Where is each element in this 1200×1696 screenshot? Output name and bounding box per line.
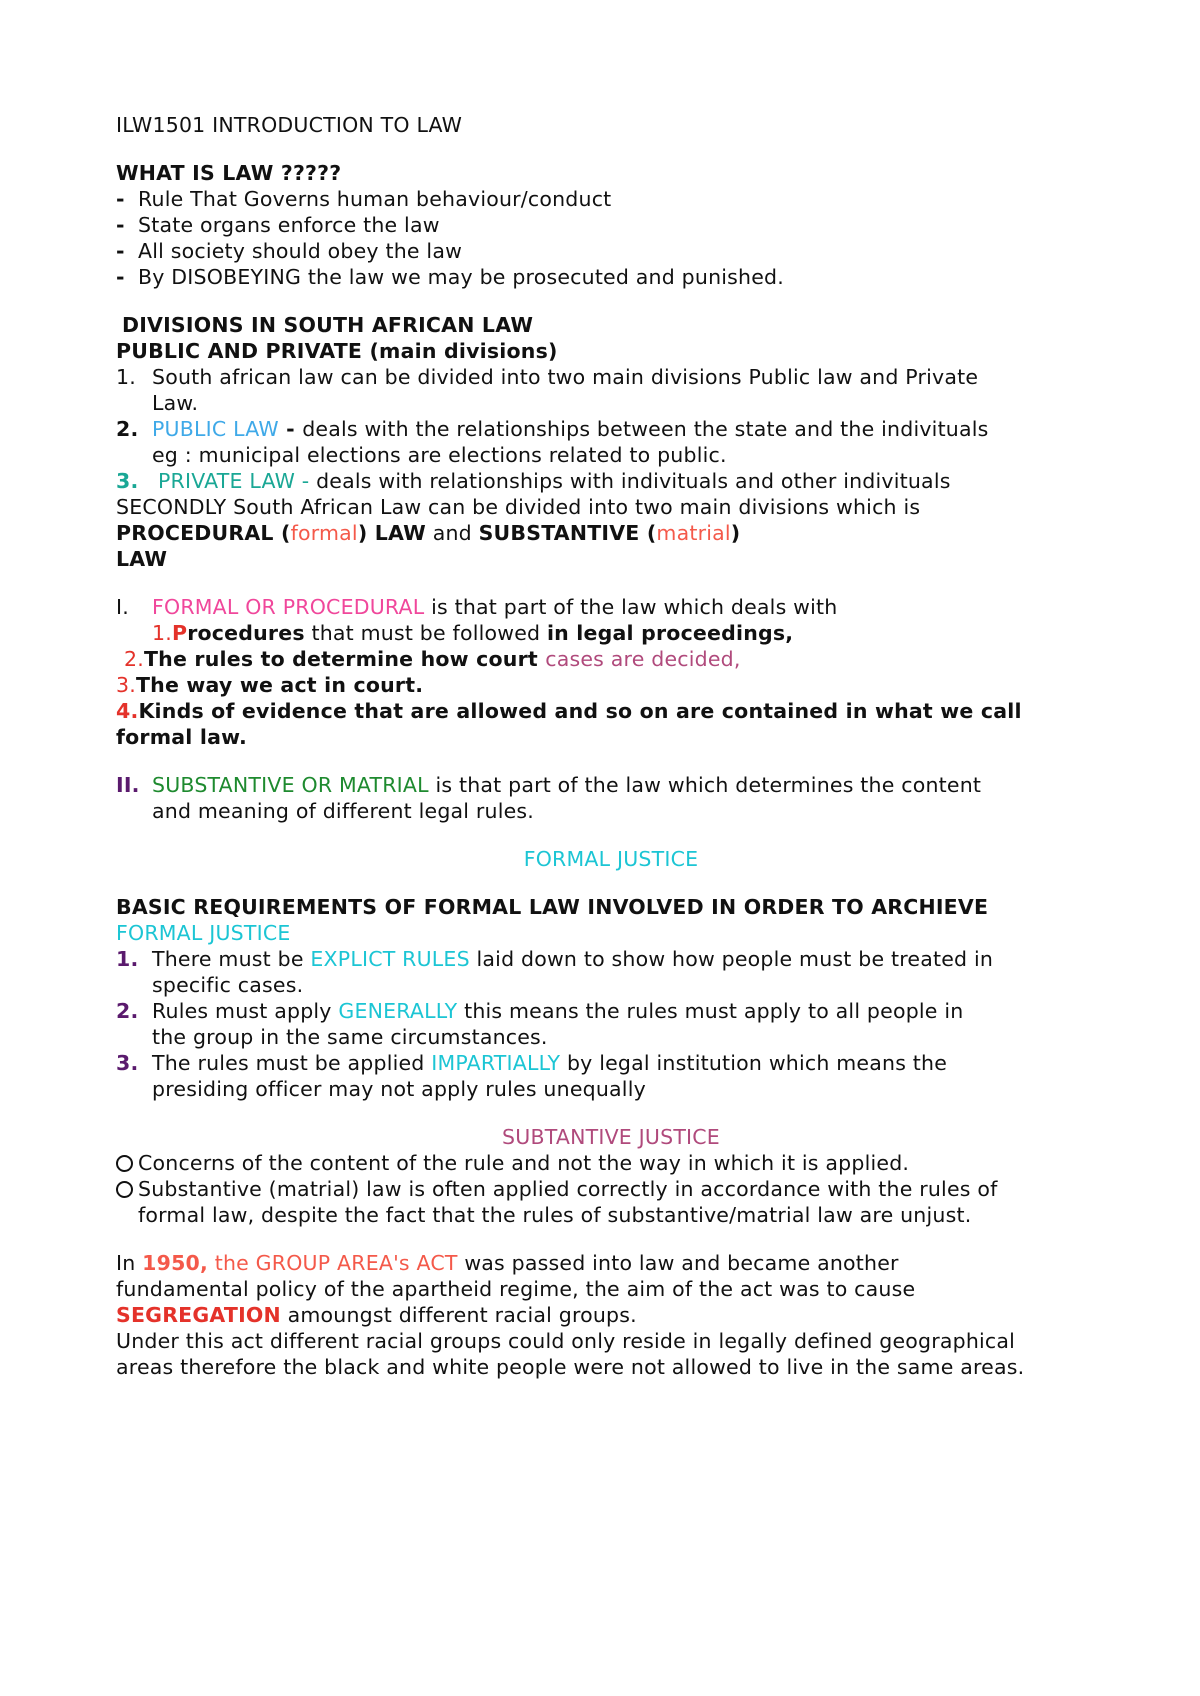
year-text: 1950, (142, 1251, 208, 1275)
circle-bullet-icon (116, 1176, 133, 1202)
point-capital: K (138, 699, 155, 723)
paragraph-line: areas therefore the black and white people were not allowed to live in the same areas. (116, 1355, 1025, 1379)
spacer (116, 572, 1106, 594)
list-item-text: State organs enforce the law (138, 213, 440, 237)
matrial-word: matrial (656, 521, 731, 545)
spacer (116, 750, 1106, 772)
list-item-continuation: eg : municipal elections are elections related to public. (152, 443, 727, 467)
roman-numeral: II. (116, 773, 140, 797)
text-span: In (116, 1251, 143, 1275)
text-span: that must be followed (304, 621, 547, 645)
procedure-point (116, 698, 1106, 724)
spacer (116, 1228, 1106, 1250)
list-item (116, 212, 1106, 238)
dash-bullet: - (116, 265, 125, 289)
item-number: 3. (116, 1051, 139, 1075)
requirements-heading-term: FORMAL JUSTICE (116, 921, 291, 945)
point-number: 3. (116, 673, 136, 697)
list-item-text: All society should obey the law (138, 239, 463, 263)
act-name-text: the GROUP AREA's ACT (208, 1251, 458, 1275)
roman-item-text: is that part of the law which determines the content (428, 773, 982, 797)
text-span: by legal institution which means the (560, 1051, 948, 1075)
secondly-paragraph: SECONDLY South African Law can be divided into two main divisions which is (116, 495, 921, 519)
roman-numeral: I. (116, 595, 129, 619)
explicit-rules-term: EXPLICT RULES (310, 947, 470, 971)
group-areas-paragraph (116, 1250, 1106, 1276)
text-span: The rules must be applied (152, 1051, 432, 1075)
formal-justice-title: FORMAL JUSTICE (523, 847, 699, 871)
substantive-justice-title: SUBTANTIVE JUSTICE (502, 1125, 720, 1149)
list-item (116, 998, 1106, 1024)
procedure-point (116, 672, 1106, 698)
list-item (116, 1050, 1106, 1076)
text-span: ) (730, 521, 741, 545)
list-item-text: deals with relationships with indivituals and other indivituals (309, 469, 951, 493)
list-item (116, 264, 1106, 290)
procedure-point (116, 620, 1106, 646)
list-item-text: Substantive (matrial) law is often applied correctly in accordance with the rules of (138, 1177, 998, 1201)
point-capital: T (143, 647, 159, 671)
point-number: 1. (152, 621, 172, 645)
spacer (116, 138, 1106, 160)
text-span: There must be (152, 947, 311, 971)
list-item-text: deals with the relationships between the state and the indivituals (302, 417, 989, 441)
requirements-heading: BASIC REQUIREMENTS OF FORMAL LAW INVOLVED IN ORDER TO ARCHIEVE (116, 895, 989, 919)
circle-bullet-icon (116, 1150, 133, 1176)
list-item (116, 468, 1106, 494)
point-number: 2. (124, 647, 144, 671)
list-item (116, 416, 1106, 442)
item-number: 3. (116, 469, 139, 493)
list-item-text: By DISOBEYING the law we may be prosecuted and punished. (138, 265, 784, 289)
course-title: ILW1501 INTRODUCTION TO LAW (116, 113, 463, 137)
list-item-continuation: Law. (152, 391, 199, 415)
text-span: he rules to determine how court (158, 647, 546, 671)
text-span: PROCEDURAL ( (116, 521, 291, 545)
point-number: 4. (116, 699, 139, 723)
divisions-heading: DIVISIONS IN SOUTH AFRICAN LAW (122, 313, 534, 337)
list-item (116, 1176, 1106, 1202)
list-item-text: Concerns of the content of the rule and not the way in which it is applied. (138, 1151, 910, 1175)
point-capital: P (171, 621, 188, 645)
cases-decided-text: cases are decided, (545, 647, 741, 671)
list-item (116, 1150, 1106, 1176)
impartially-term: IMPARTIALLY (431, 1051, 561, 1075)
formal-procedural-term: FORMAL OR PROCEDURAL (152, 595, 425, 619)
divisions-subheading: PUBLIC AND PRIVATE (main divisions) (116, 339, 558, 363)
spacer (116, 1102, 1106, 1124)
document-body (116, 112, 1106, 1380)
list-item (116, 238, 1106, 264)
what-is-law-heading: WHAT IS LAW ????? (116, 161, 342, 185)
text-span: ) LAW (357, 521, 426, 545)
public-law-term: PUBLIC LAW (152, 417, 279, 441)
text-span: laid down to show how people must be treated in (469, 947, 994, 971)
spacer (116, 872, 1106, 894)
point-capital: T (135, 673, 151, 697)
item-number: 2. (116, 999, 139, 1023)
roman-item-text: is that part of the law which deals with (424, 595, 838, 619)
list-item (116, 186, 1106, 212)
list-item-continuation: specific cases. (152, 973, 304, 997)
generally-term: GENERALLY (338, 999, 458, 1023)
spacer (116, 290, 1106, 312)
text-span: this means the rules must apply to all people in (457, 999, 964, 1023)
roman-item-continuation: and meaning of different legal rules. (152, 799, 535, 823)
paragraph-line: Under this act different racial groups could only reside in legally defined geographical (116, 1329, 1016, 1353)
list-item (116, 364, 1106, 390)
text-span: was passed into law and became another (457, 1251, 899, 1275)
item-number: 2. (116, 417, 139, 441)
list-item-continuation: formal law, despite the fact that the rules of substantive/matrial law are unjust. (138, 1203, 972, 1227)
dash-bullet: - (116, 239, 125, 263)
text-span: he way we act in court. (150, 673, 424, 697)
segregation-text: SEGREGATION (116, 1303, 281, 1327)
dash-bullet: - (116, 213, 125, 237)
roman-item (116, 772, 1106, 798)
item-number: 1. (116, 947, 139, 971)
list-item-continuation: presiding officer may not apply rules unequally (152, 1077, 646, 1101)
procedure-point-continuation: formal law. (116, 725, 247, 749)
text-span: and (425, 521, 479, 545)
roman-item (116, 594, 1106, 620)
dash: - (278, 417, 303, 441)
paragraph-line: fundamental policy of the apartheid regime, the aim of the act was to cause (116, 1277, 916, 1301)
text-span: amoungst different racial groups. (280, 1303, 637, 1327)
list-item-continuation: the group in the same circumstances. (152, 1025, 548, 1049)
private-law-term: PRIVATE LAW - (158, 469, 310, 493)
text-span: in legal proceedings, (546, 621, 794, 645)
text-span: Rules must apply (152, 999, 339, 1023)
dash-bullet: - (116, 187, 125, 211)
procedure-point (116, 646, 1106, 672)
text-span: SUBSTANTIVE ( (478, 521, 657, 545)
text-span: rocedures (187, 621, 305, 645)
procedural-substantive-line (116, 520, 1106, 546)
list-item (116, 946, 1106, 972)
formal-word: formal (290, 521, 358, 545)
text-span: inds of evidence that are allowed and so on are contained in what we call (154, 699, 1022, 723)
list-item-text: South african law can be divided into two main divisions Public law and Private (152, 365, 979, 389)
paragraph-line (116, 1302, 1106, 1328)
item-number: 1. (116, 365, 136, 389)
substantive-term: SUBSTANTIVE OR MATRIAL (152, 773, 429, 797)
list-item-text: Rule That Governs human behaviour/conduct (138, 187, 612, 211)
law-word: LAW (116, 547, 168, 571)
spacer (116, 824, 1106, 846)
